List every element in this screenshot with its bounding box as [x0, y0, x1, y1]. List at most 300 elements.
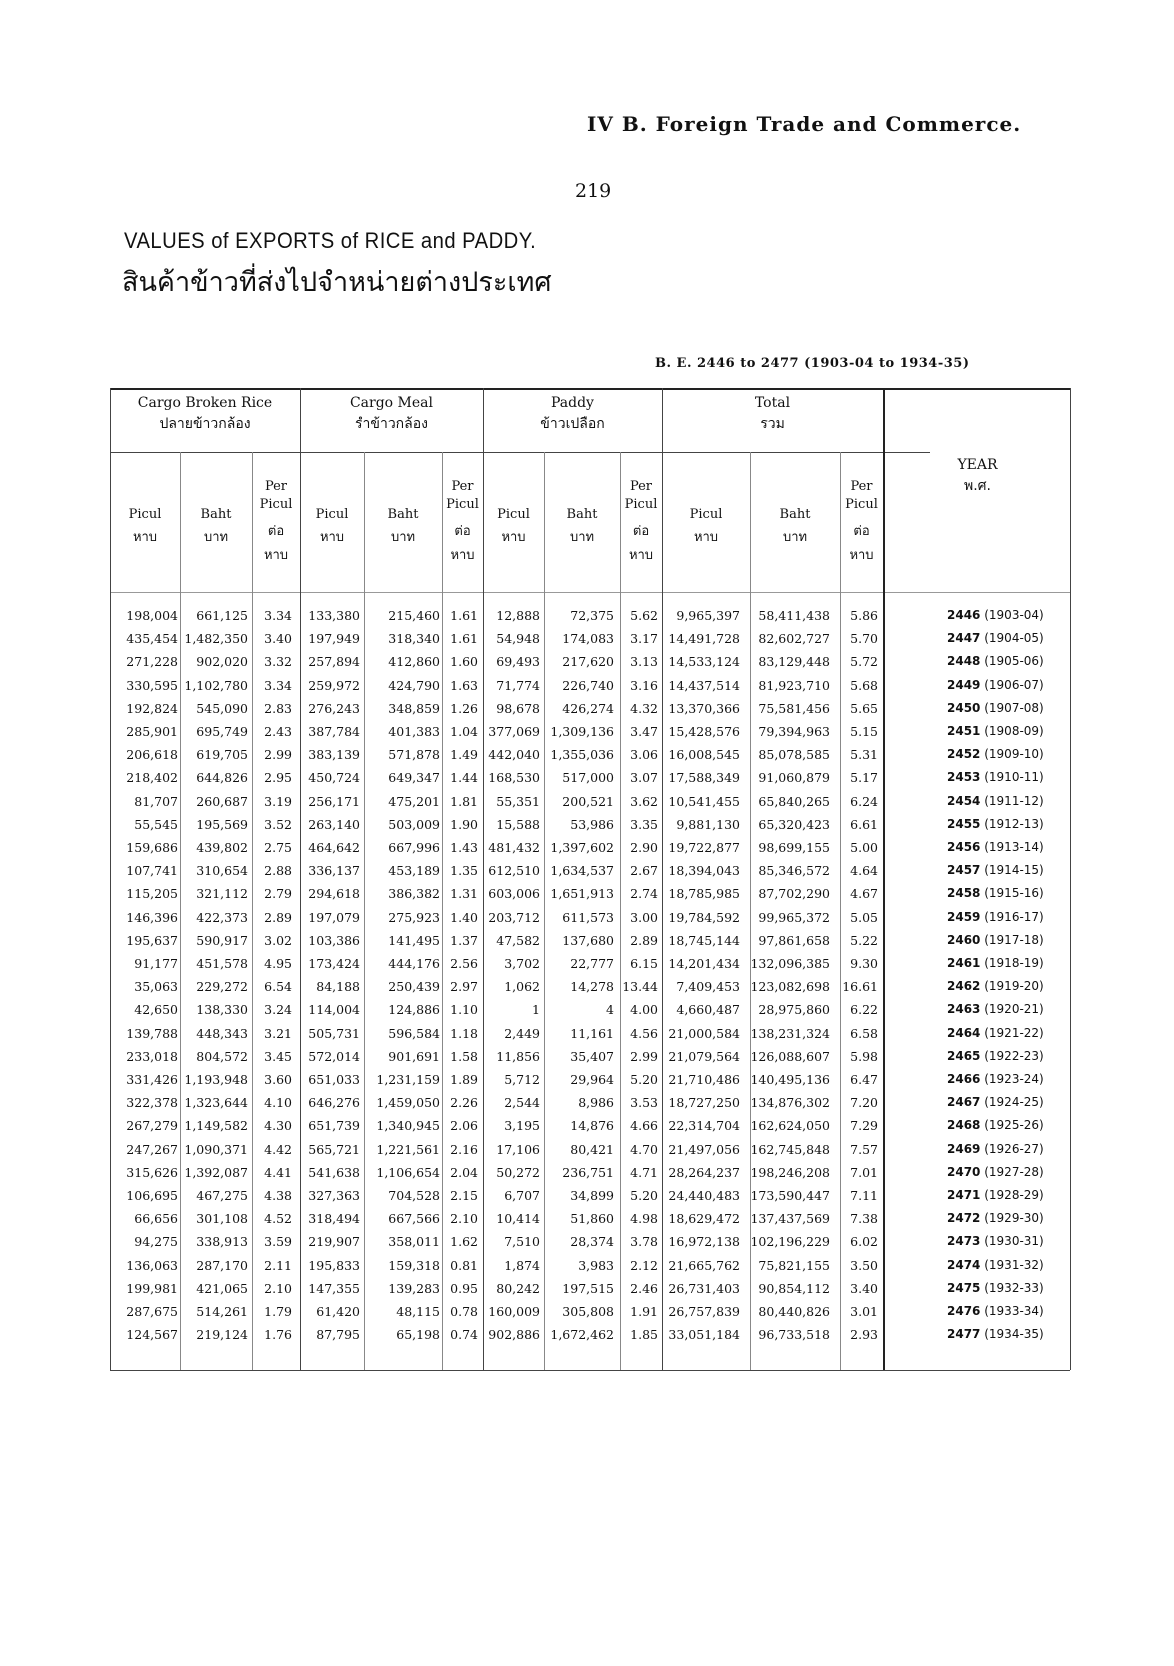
col-header-picul: Picul หาบ — [315, 507, 349, 545]
year-cell — [947, 1258, 1044, 1272]
year-ad: (1910-11) — [984, 770, 1044, 785]
year-ad: (1909-10) — [984, 747, 1044, 762]
table-cell: 4.38 — [264, 1188, 292, 1203]
table-cell: 336,137 — [308, 863, 360, 879]
table-cell: 4.10 — [264, 1095, 292, 1111]
year-cell — [947, 724, 1044, 738]
table-cell: 136,063 — [126, 1257, 178, 1273]
table-cell: 2.74 — [630, 886, 658, 902]
year-ad: (1904-05) — [984, 631, 1044, 646]
year-be: 2473 — [947, 1234, 981, 1249]
group-label-en: Cargo Broken Rice — [137, 395, 273, 411]
table-cell: 1,323,644 — [184, 1095, 248, 1111]
table-cell: 271,228 — [126, 654, 178, 670]
table-row — [120, 956, 1070, 980]
table-cell: 1.63 — [450, 677, 478, 693]
table-cell: 804,572 — [196, 1048, 248, 1064]
table-cell: 1,397,602 — [550, 840, 614, 855]
table-cell: 318,340 — [388, 631, 440, 647]
year-ad: (1908-09) — [984, 724, 1044, 738]
table-cell: 87,702,290 — [758, 886, 830, 902]
table-cell: 33,051,184 — [668, 1327, 740, 1343]
table-cell: 147,355 — [308, 1280, 360, 1296]
table-cell: 16,972,138 — [668, 1234, 740, 1250]
year-cell — [947, 1304, 1044, 1318]
year-cell — [947, 910, 1044, 924]
table-cell: 18,394,043 — [668, 863, 740, 879]
table-cell: 134,876,302 — [750, 1095, 830, 1111]
table-cell: 1,634,537 — [550, 863, 614, 879]
year-ad: (1913-14) — [984, 840, 1044, 854]
table-cell: 65,320,423 — [758, 816, 830, 832]
table-cell: 82,602,727 — [758, 631, 830, 647]
table-cell: 3.60 — [264, 1072, 292, 1087]
table-cell: 1,459,050 — [376, 1095, 440, 1111]
table-cell: 421,065 — [196, 1280, 248, 1296]
table-cell: 661,125 — [196, 608, 248, 623]
year-be: 2458 — [947, 886, 981, 901]
table-cell: 1,106,654 — [376, 1164, 440, 1180]
table-cell: 85,078,585 — [758, 747, 830, 763]
table-cell: 453,189 — [388, 863, 440, 879]
table-cell: 3.32 — [264, 654, 292, 670]
table-cell: 96,733,518 — [758, 1327, 830, 1343]
table-cell: 137,437,569 — [750, 1211, 830, 1227]
table-cell: 114,004 — [308, 1002, 360, 1018]
table-cell: 85,346,572 — [758, 863, 830, 879]
year-cell — [947, 1211, 1044, 1225]
year-ad: (1925-26) — [984, 1118, 1044, 1133]
table-cell: 4.67 — [850, 886, 878, 902]
table-cell: 1.81 — [450, 793, 478, 809]
table-cell: 160,009 — [488, 1304, 540, 1319]
table-cell: 331,426 — [126, 1072, 178, 1087]
year-ad: (1916-17) — [984, 909, 1044, 924]
table-cell: 5,712 — [504, 1072, 540, 1087]
year-ad: (1921-22) — [984, 1025, 1044, 1040]
table-cell: 4.98 — [630, 1211, 658, 1227]
table-cell: 7.38 — [850, 1211, 878, 1227]
table-cell: 7,510 — [504, 1234, 540, 1250]
table-cell: 14,437,514 — [668, 677, 740, 693]
table-cell: 644,826 — [196, 770, 248, 786]
table-cell: 132,096,385 — [750, 956, 830, 971]
table-cell: 7,409,453 — [676, 979, 740, 995]
table-cell: 1,062 — [504, 979, 540, 995]
year-be: 2459 — [947, 909, 981, 924]
year-cell — [947, 1002, 1044, 1016]
table-cell: 2.90 — [630, 840, 658, 855]
year-cell — [947, 794, 1044, 808]
table-cell: 695,749 — [196, 724, 248, 739]
table-cell: 226,740 — [562, 677, 614, 693]
table-cell: 426,274 — [562, 700, 614, 716]
year-cell — [947, 1049, 1044, 1063]
table-row — [120, 1234, 1070, 1258]
table-cell: 287,170 — [196, 1257, 248, 1273]
table-cell: 276,243 — [308, 700, 360, 716]
year-cell — [947, 747, 1044, 761]
table-cell: 2.95 — [264, 770, 292, 786]
table-cell: 5.86 — [850, 608, 878, 623]
year-be: 2468 — [947, 1118, 981, 1133]
table-cell: 139,788 — [126, 1025, 178, 1041]
table-cell: 4.42 — [264, 1141, 292, 1157]
table-cell: 3.47 — [630, 724, 658, 739]
table-cell: 401,383 — [388, 724, 440, 739]
table-cell: 3.59 — [264, 1234, 292, 1250]
table-cell: 305,808 — [562, 1304, 614, 1319]
table-cell: 162,745,848 — [750, 1141, 830, 1157]
table-cell: 571,878 — [388, 747, 440, 763]
table-row — [120, 1304, 1070, 1328]
table-row — [120, 794, 1070, 818]
table-cell: 4.66 — [630, 1118, 658, 1134]
table-row — [120, 1142, 1070, 1166]
year-be: 2456 — [947, 840, 981, 854]
table-row — [120, 1095, 1070, 1119]
table-cell: 99,965,372 — [758, 909, 830, 925]
table-cell: 545,090 — [196, 700, 248, 716]
table-cell: 294,618 — [308, 886, 360, 902]
table-cell: 91,060,879 — [758, 770, 830, 786]
table-cell: 250,439 — [388, 979, 440, 995]
table-cell: 28,374 — [570, 1234, 614, 1250]
year-be: 2463 — [947, 1002, 981, 1017]
table-cell: 11,856 — [496, 1048, 540, 1064]
table-cell: 3.78 — [630, 1234, 658, 1250]
year-ad: (1920-21) — [984, 1002, 1044, 1017]
table-right-border — [1070, 388, 1071, 1370]
table-cell: 1,392,087 — [184, 1164, 248, 1180]
table-cell: 219,124 — [196, 1327, 248, 1343]
table-row — [120, 1211, 1070, 1235]
table-cell: 3.16 — [630, 677, 658, 693]
table-cell: 6.58 — [850, 1025, 878, 1041]
table-cell: 596,584 — [388, 1025, 440, 1041]
table-cell: 215,460 — [388, 608, 440, 623]
table-cell: 1.44 — [450, 770, 478, 786]
col-header-per-picul: Per Picul ต่อ หาบ — [446, 479, 479, 563]
table-cell: 442,040 — [488, 747, 540, 763]
table-cell: 704,528 — [388, 1188, 440, 1203]
table-cell: 35,407 — [570, 1048, 614, 1064]
table-cell: 219,907 — [308, 1234, 360, 1250]
table-cell: 15,588 — [496, 816, 540, 832]
year-ad: (1917-18) — [984, 932, 1044, 947]
table-cell: 1.18 — [450, 1025, 478, 1041]
table-cell: 22,314,704 — [668, 1118, 740, 1134]
table-cell: 81,923,710 — [758, 677, 830, 693]
table-cell: 1,231,159 — [376, 1072, 440, 1087]
year-be: 2446 — [947, 608, 981, 622]
table-cell: 3.06 — [630, 747, 658, 763]
table-cell: 14,876 — [570, 1118, 614, 1134]
table-cell: 2.26 — [450, 1095, 478, 1111]
table-cell: 6,707 — [504, 1188, 540, 1203]
year-be: 2472 — [947, 1211, 981, 1226]
table-cell: 4.64 — [850, 863, 878, 879]
table-row — [120, 840, 1070, 864]
table-cell: 2.43 — [264, 724, 292, 739]
table-cell: 1.76 — [264, 1327, 292, 1343]
table-cell: 18,745,144 — [668, 932, 740, 948]
table-cell: 301,108 — [196, 1211, 248, 1227]
table-cell: 1.62 — [450, 1234, 478, 1250]
year-ad: (1924-25) — [984, 1095, 1044, 1110]
table-cell: 439,802 — [196, 840, 248, 855]
group-header-total — [662, 393, 883, 435]
table-cell: 24,440,483 — [668, 1188, 740, 1203]
table-cell: 467,275 — [196, 1188, 248, 1203]
table-cell: 383,139 — [308, 747, 360, 763]
year-cell — [947, 1165, 1044, 1179]
group-label-th: ปลายข้าวกล้อง — [159, 416, 251, 432]
group-label-th: รวม — [760, 416, 785, 432]
year-be: 2457 — [947, 863, 981, 878]
table-cell: 649,347 — [388, 770, 440, 786]
table-cell: 3.50 — [850, 1257, 878, 1273]
year-cell — [947, 654, 1044, 668]
table-cell: 159,686 — [126, 840, 178, 855]
table-cell: 5.98 — [850, 1048, 878, 1064]
table-cell: 450,724 — [308, 770, 360, 786]
year-ad: (1931-32) — [984, 1257, 1044, 1272]
table-cell: 3.34 — [264, 608, 292, 623]
year-ad: (1928-29) — [984, 1188, 1044, 1202]
table-cell: 15,428,576 — [668, 724, 740, 739]
year-ad: (1929-30) — [984, 1211, 1044, 1226]
table-cell: 4.56 — [630, 1025, 658, 1041]
table-cell: 603,006 — [488, 886, 540, 902]
table-cell: 2.67 — [630, 863, 658, 879]
table-cell: 3.34 — [264, 677, 292, 693]
table-cell: 124,567 — [126, 1327, 178, 1343]
table-row — [120, 1188, 1070, 1212]
year-ad: (1932-33) — [984, 1280, 1044, 1295]
year-cell — [947, 1142, 1044, 1156]
table-cell: 3.21 — [264, 1025, 292, 1041]
table-cell: 2.99 — [264, 747, 292, 763]
year-be: 2467 — [947, 1095, 981, 1110]
table-row — [120, 886, 1070, 910]
table-cell: 1,193,948 — [184, 1072, 248, 1087]
year-ad: (1934-35) — [984, 1327, 1044, 1342]
table-cell: 6.47 — [850, 1072, 878, 1087]
group-header-meal — [300, 393, 483, 435]
table-cell: 42,650 — [134, 1002, 178, 1018]
table-cell: 18,629,472 — [668, 1211, 740, 1227]
table-row — [120, 933, 1070, 957]
table-cell: 10,541,455 — [668, 793, 740, 809]
table-cell: 14,201,434 — [668, 956, 740, 971]
table-cell: 260,687 — [196, 793, 248, 809]
table-row — [120, 817, 1070, 841]
table-cell: 651,739 — [308, 1118, 360, 1134]
table-row — [120, 910, 1070, 934]
year-be: 2453 — [947, 770, 981, 785]
table-cell: 338,913 — [196, 1234, 248, 1250]
table-cell: 1,874 — [504, 1257, 540, 1273]
table-cell: 159,318 — [388, 1257, 440, 1273]
table-cell: 236,751 — [562, 1164, 614, 1180]
table-cell: 3.01 — [850, 1304, 878, 1319]
table-cell: 902,020 — [196, 654, 248, 670]
year-cell — [947, 1072, 1044, 1086]
year-be: 2455 — [947, 816, 981, 831]
table-cell: 590,917 — [196, 932, 248, 948]
table-row — [120, 654, 1070, 678]
table-cell: 50,272 — [496, 1164, 540, 1180]
table-cell: 4.52 — [264, 1211, 292, 1227]
table-cell: 217,620 — [562, 654, 614, 670]
year-be: 2474 — [947, 1257, 981, 1272]
year-cell — [947, 1281, 1044, 1295]
table-cell: 1.31 — [450, 886, 478, 902]
table-cell: 21,000,584 — [668, 1025, 740, 1041]
table-cell: 481,432 — [488, 840, 540, 855]
year-ad: (1927-28) — [984, 1164, 1044, 1179]
table-cell: 198,004 — [126, 608, 178, 623]
table-row — [120, 1327, 1070, 1351]
year-ad: (1907-08) — [984, 700, 1044, 715]
subheader-rule — [110, 452, 930, 453]
table-cell: 4.71 — [630, 1164, 658, 1180]
group-label-en: Total — [754, 395, 791, 411]
table-cell: 102,196,229 — [750, 1234, 830, 1250]
table-row — [120, 747, 1070, 771]
table-cell: 80,242 — [496, 1280, 540, 1296]
table-row — [120, 979, 1070, 1003]
table-cell: 387,784 — [308, 724, 360, 739]
table-cell: 1.79 — [264, 1304, 292, 1319]
table-cell: 14,278 — [570, 979, 614, 995]
col-header-baht: Baht บาท — [387, 507, 419, 545]
table-cell: 901,691 — [388, 1048, 440, 1064]
table-cell: 646,276 — [308, 1095, 360, 1111]
year-be: 2461 — [947, 956, 981, 970]
year-be: 2460 — [947, 932, 981, 947]
group-header-broken-rice — [110, 393, 300, 435]
table-cell: 4.41 — [264, 1164, 292, 1180]
year-be: 2452 — [947, 747, 981, 762]
table-cell: 6.54 — [264, 979, 292, 995]
table-cell: 55,351 — [496, 793, 540, 809]
table-cell: 2.12 — [630, 1257, 658, 1273]
table-cell: 17,588,349 — [668, 770, 740, 786]
table-cell: 197,079 — [308, 909, 360, 925]
table-cell: 91,177 — [134, 956, 178, 971]
table-cell: 6.61 — [850, 816, 878, 832]
page-number: 219 — [575, 180, 612, 202]
table-cell: 35,063 — [134, 979, 178, 995]
table-cell: 80,421 — [570, 1141, 614, 1157]
table-cell: 2.04 — [450, 1164, 478, 1180]
table-cell: 69,493 — [496, 654, 540, 670]
col-header-per-picul: Per Picul ต่อ หาบ — [259, 479, 293, 563]
table-cell: 322,378 — [126, 1095, 178, 1111]
table-cell: 61,420 — [316, 1304, 360, 1319]
table-cell: 7.11 — [850, 1188, 878, 1203]
col-header-picul: Picul หาบ — [128, 507, 162, 545]
table-cell: 358,011 — [388, 1234, 440, 1250]
table-cell: 75,581,456 — [758, 700, 830, 716]
table-row — [120, 1165, 1070, 1189]
table-cell: 3.53 — [630, 1095, 658, 1111]
table-cell: 138,231,324 — [750, 1025, 830, 1041]
table-cell: 48,115 — [396, 1304, 440, 1319]
table-cell: 5.17 — [850, 770, 878, 786]
table-cell: 451,578 — [196, 956, 248, 971]
table-cell: 19,722,877 — [668, 840, 740, 855]
table-cell: 55,545 — [134, 816, 178, 832]
table-cell: 133,380 — [308, 608, 360, 623]
table-cell: 65,840,265 — [758, 793, 830, 809]
year-be: 2470 — [947, 1164, 981, 1179]
table-cell: 168,530 — [488, 770, 540, 786]
table-cell: 16,008,545 — [668, 747, 740, 763]
table-cell: 53,986 — [570, 816, 614, 832]
year-cell — [947, 1026, 1044, 1040]
table-cell: 424,790 — [388, 677, 440, 693]
table-row — [120, 1258, 1070, 1282]
table-cell: 1.35 — [450, 863, 478, 879]
table-cell: 146,396 — [126, 909, 178, 925]
table-cell: 16.61 — [842, 979, 878, 995]
table-cell: 71,774 — [496, 677, 540, 693]
table-cell: 18,727,250 — [668, 1095, 740, 1111]
table-cell: 572,014 — [308, 1048, 360, 1064]
table-cell: 5.20 — [630, 1072, 658, 1087]
table-cell: 285,901 — [126, 724, 178, 739]
table-cell: 3.02 — [264, 932, 292, 948]
table-cell: 0.81 — [450, 1257, 478, 1273]
table-cell: 2,544 — [504, 1095, 540, 1111]
table-cell: 199,981 — [126, 1280, 178, 1296]
table-cell: 448,343 — [196, 1025, 248, 1041]
table-cell: 94,275 — [134, 1234, 178, 1250]
table-cell: 1,482,350 — [184, 631, 248, 647]
table-cell: 422,373 — [196, 909, 248, 925]
year-be: 2465 — [947, 1048, 981, 1063]
table-cell: 2.16 — [450, 1141, 478, 1157]
table-cell: 5.20 — [630, 1188, 658, 1203]
table-cell: 2.97 — [450, 979, 478, 995]
table-cell: 2.46 — [630, 1280, 658, 1296]
table-cell: 1,672,462 — [550, 1327, 614, 1343]
table-cell: 2.89 — [630, 932, 658, 948]
year-cell — [947, 1188, 1044, 1202]
table-cell: 4,660,487 — [676, 1002, 740, 1018]
table-row — [120, 863, 1070, 887]
table-cell: 173,424 — [308, 956, 360, 971]
table-cell: 21,665,762 — [668, 1257, 740, 1273]
table-cell: 1.26 — [450, 700, 478, 716]
table-cell: 7.57 — [850, 1141, 878, 1157]
year-ad: (1918-19) — [984, 956, 1044, 970]
table-cell: 2.88 — [264, 863, 292, 879]
table-cell: 173,590,447 — [750, 1188, 830, 1203]
table-cell: 3.00 — [630, 909, 658, 925]
table-cell: 1.91 — [630, 1304, 658, 1319]
year-cell — [947, 1327, 1044, 1341]
year-be: 2464 — [947, 1025, 981, 1040]
table-cell: 5.62 — [630, 608, 658, 623]
table-cell: 139,283 — [388, 1280, 440, 1296]
table-cell: 505,731 — [308, 1025, 360, 1041]
table-cell: 58,411,438 — [758, 608, 830, 623]
table-cell: 1.60 — [450, 654, 478, 670]
